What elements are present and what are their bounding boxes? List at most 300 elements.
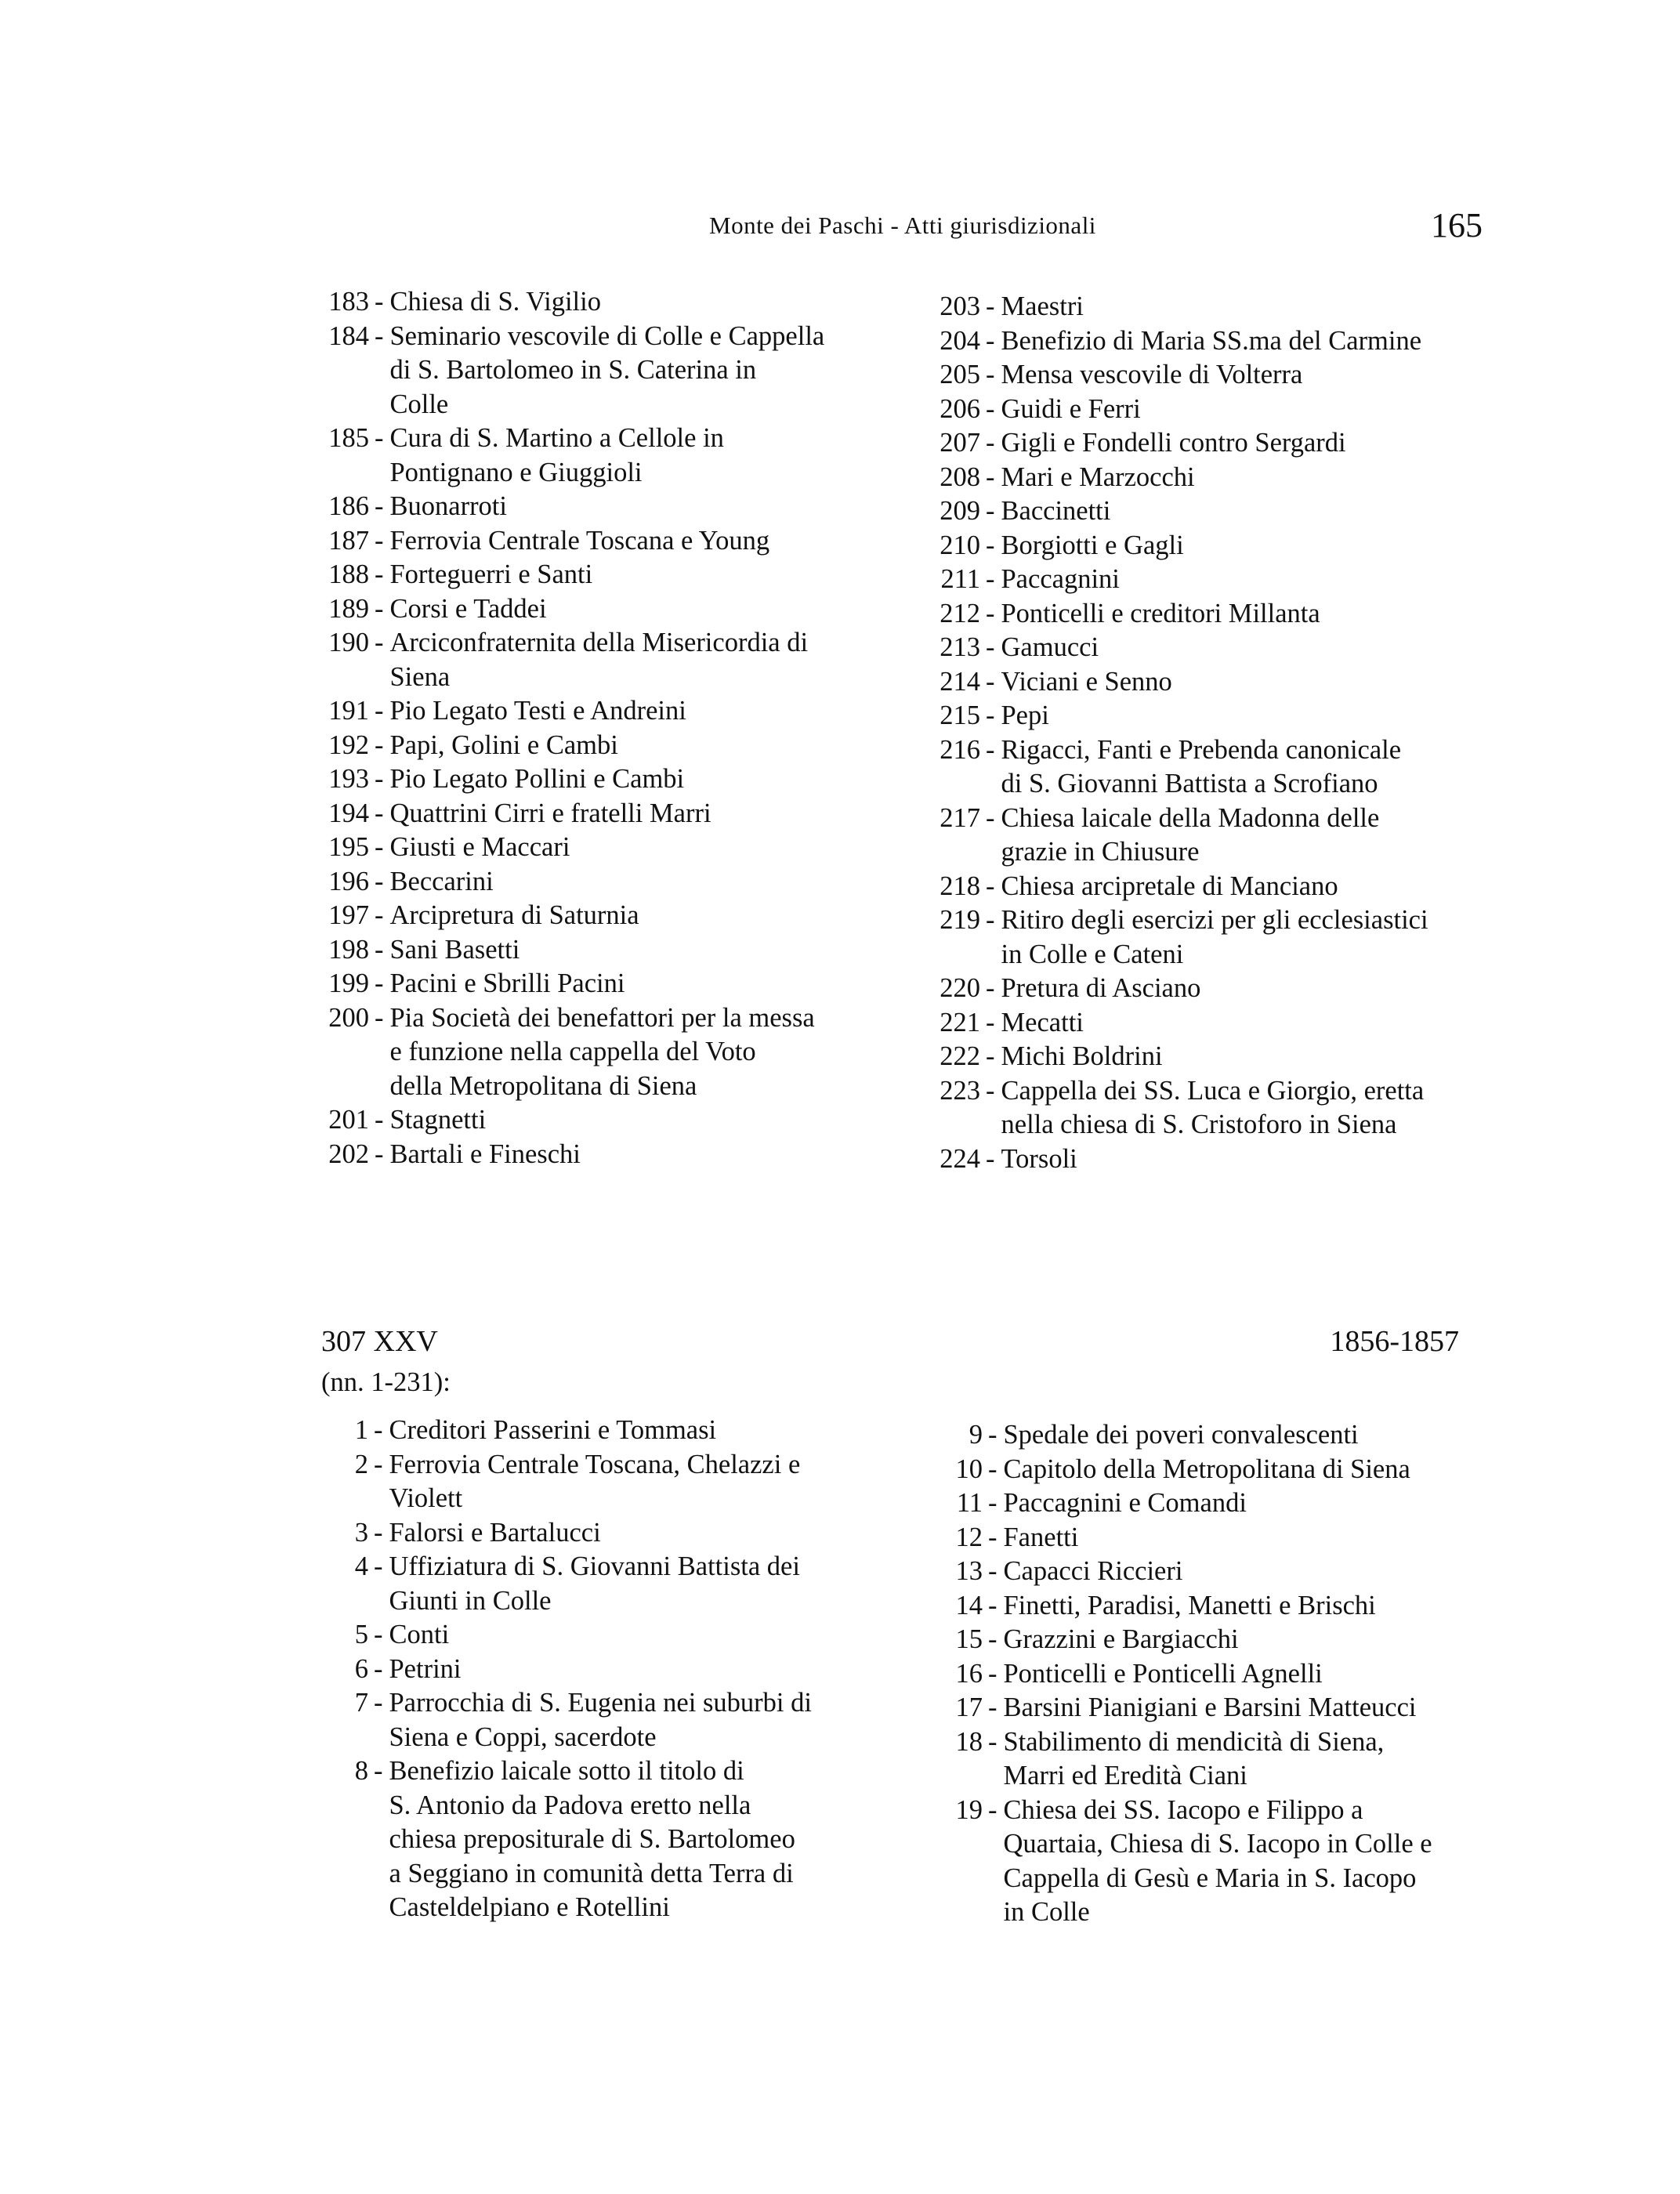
- list-item: [324, 558, 880, 592]
- entry-line: Forteguerri e Santi: [389, 559, 593, 589]
- entry-text: [390, 694, 881, 729]
- entry-line: Ponticelli e creditori Millanta: [1001, 598, 1320, 628]
- entry-separator: -: [375, 696, 384, 726]
- entry-separator: -: [988, 1726, 998, 1757]
- entry-number: 212: [940, 598, 980, 628]
- entry-separator: -: [375, 320, 384, 351]
- list-item: [324, 831, 880, 865]
- entry-separator: -: [374, 1551, 383, 1581]
- entry-text: [1001, 631, 1484, 665]
- entry-number: 207: [940, 428, 980, 458]
- entry-number: 217: [940, 802, 980, 833]
- entry-line: Giunti in Colle: [389, 1585, 552, 1616]
- entry-number: 200: [328, 1002, 369, 1033]
- entry-line: Fanetti: [1003, 1522, 1079, 1552]
- entry-number: 202: [328, 1139, 369, 1169]
- page-number: 165: [1431, 206, 1483, 244]
- list-item: [935, 358, 1483, 393]
- entry-line: Arcipretura di Saturnia: [389, 900, 639, 930]
- entry-number: 184: [328, 320, 369, 351]
- entry-number: 8: [354, 1756, 368, 1786]
- list-item: [324, 422, 880, 490]
- entry-number: 220: [940, 973, 980, 1003]
- list-item: [324, 1103, 880, 1138]
- entry-text: [1004, 1418, 1482, 1453]
- entry-line: Capacci Riccieri: [1003, 1556, 1183, 1586]
- entry-number: 2: [354, 1449, 368, 1479]
- entry-text: [1001, 972, 1484, 1006]
- entry-line: Rigacci, Fanti e Prebenda canonicale: [1001, 734, 1402, 765]
- entry-number: 218: [940, 871, 980, 901]
- entry-number: 10: [955, 1454, 983, 1484]
- entry-separator: -: [986, 291, 995, 321]
- list-item: [935, 631, 1483, 665]
- entry-separator: -: [986, 802, 995, 833]
- entry-text: [1001, 426, 1484, 461]
- entry-separator: -: [374, 1620, 383, 1649]
- entry-number: 198: [328, 934, 369, 965]
- entry-separator: -: [375, 1139, 384, 1169]
- entry-line: Buonarroti: [389, 491, 507, 521]
- entry-text: [1001, 903, 1484, 972]
- entry-text: [389, 1448, 871, 1516]
- list-item: [324, 626, 880, 694]
- entry-number: 11: [956, 1488, 983, 1518]
- entry-text: [389, 1754, 871, 1925]
- entry-line: Pio Legato Pollini e Cambi: [389, 764, 685, 794]
- entry-number: 13: [955, 1556, 983, 1586]
- entry-separator: -: [986, 973, 995, 1003]
- entry-line: Chiesa di S. Vigilio: [389, 287, 601, 317]
- list-item: [324, 524, 880, 559]
- entry-line: nella chiesa di S. Cristoforo in Siena: [1001, 1110, 1397, 1139]
- entry-line: Barsini Pianigiani e Barsini Matteucci: [1003, 1693, 1417, 1722]
- entry-text: [390, 626, 881, 694]
- entry-number: 12: [955, 1522, 983, 1552]
- entry-line: Beccarini: [389, 866, 494, 896]
- list-item: [321, 1618, 870, 1653]
- entry-list-right: [935, 290, 1483, 1176]
- entry-separator: -: [375, 287, 384, 317]
- entry-separator: -: [375, 559, 384, 589]
- entry-separator: -: [986, 598, 995, 628]
- entry-text: [390, 320, 881, 422]
- entry-text: [1001, 494, 1484, 529]
- entry-number: 215: [940, 701, 980, 730]
- list-item: [324, 694, 880, 729]
- entry-text: [390, 967, 881, 1001]
- list-item: [932, 1453, 1481, 1487]
- list-item: [932, 1657, 1481, 1692]
- entry-text: [390, 422, 881, 490]
- entry-line: Mensa vescovile di Volterra: [1001, 360, 1303, 389]
- entry-separator: -: [988, 1590, 998, 1620]
- list-item: [935, 563, 1483, 597]
- entry-text: [1001, 870, 1484, 904]
- entry-number: 7: [354, 1688, 368, 1718]
- entry-separator: -: [374, 1756, 383, 1786]
- entry-line: Paccagnini e Comandi: [1003, 1488, 1247, 1518]
- entry-separator: -: [986, 496, 995, 526]
- entry-separator: -: [986, 530, 995, 560]
- entry-line: Paccagnini: [1001, 564, 1120, 594]
- entry-line: Ferrovia Centrale Toscana, Chelazzi e: [389, 1449, 801, 1479]
- entry-line: Arciconfraternita della Misericordia di: [389, 628, 809, 657]
- entry-line: della Metropolitana di Siena: [389, 1070, 697, 1101]
- list-item: [321, 1686, 870, 1754]
- entry-separator: -: [375, 628, 384, 657]
- entry-text: [390, 524, 881, 559]
- list-item: [935, 1006, 1483, 1041]
- entry-number: 18: [955, 1726, 983, 1757]
- entry-text: [1001, 1040, 1484, 1074]
- list-item: [324, 865, 880, 900]
- entry-text: [390, 1103, 881, 1138]
- entry-text: [1001, 1142, 1484, 1177]
- entry-number: 211: [940, 564, 980, 594]
- entry-line: in Colle e Cateni: [1001, 939, 1184, 969]
- entry-line: Stabilimento di mendicità di Siena,: [1003, 1726, 1385, 1757]
- entry-line: Pia Società dei benefattori per la messa: [389, 1002, 815, 1033]
- entry-separator: -: [374, 1517, 383, 1548]
- entry-number: 189: [328, 593, 369, 624]
- entry-line: Benefizio di Maria SS.ma del Carmine: [1001, 325, 1422, 356]
- entry-text: [389, 1550, 871, 1618]
- entry-text: [1004, 1691, 1482, 1725]
- entry-number: 213: [940, 632, 980, 662]
- entry-number: 19: [955, 1794, 983, 1825]
- section-range: (nn. 1-231):: [321, 1367, 451, 1397]
- entry-separator: -: [986, 1007, 995, 1037]
- entry-number: 190: [328, 628, 369, 657]
- entry-text: [1004, 1521, 1482, 1555]
- entry-line: Sani Basetti: [389, 934, 520, 965]
- entry-number: 205: [940, 360, 980, 389]
- entry-separator: -: [986, 701, 995, 730]
- list-item: [935, 1142, 1483, 1177]
- entry-line: Papi, Golini e Cambi: [389, 730, 618, 760]
- entry-number: 195: [328, 832, 369, 862]
- entry-line: Michi Boldrini: [1001, 1041, 1163, 1071]
- section-entry-list-left: [321, 1414, 870, 1925]
- entry-line: Chiesa arcipretale di Manciano: [1001, 871, 1338, 901]
- list-item: [935, 597, 1483, 632]
- entry-number: 219: [940, 905, 980, 935]
- entry-separator: -: [375, 593, 384, 624]
- list-item: [932, 1623, 1481, 1657]
- entry-separator: -: [988, 1624, 998, 1654]
- entry-line: Chiesa laicale della Madonna delle: [1001, 802, 1380, 833]
- list-item: [935, 426, 1483, 461]
- entry-number: 208: [940, 462, 980, 492]
- entry-line: Pontignano e Giuggioli: [389, 457, 643, 487]
- list-item: [935, 461, 1483, 495]
- entry-separator: -: [986, 666, 995, 697]
- entry-text: [1001, 563, 1484, 597]
- entry-separator: -: [986, 428, 995, 458]
- entry-separator: -: [375, 491, 384, 521]
- list-item: [324, 899, 880, 933]
- entry-number: 16: [955, 1658, 983, 1689]
- list-item: [932, 1521, 1481, 1555]
- entry-separator: -: [375, 525, 384, 556]
- list-item: [935, 699, 1483, 733]
- entry-line: Bartali e Fineschi: [389, 1139, 581, 1169]
- entry-text: [1001, 1074, 1484, 1142]
- entry-number: 223: [940, 1075, 980, 1106]
- entry-line: Viciani e Senno: [1001, 666, 1172, 697]
- entry-text: [390, 865, 881, 900]
- entry-number: 17: [955, 1693, 983, 1722]
- entry-separator: -: [374, 1688, 383, 1718]
- list-item: [935, 733, 1483, 802]
- entry-text: [390, 1138, 881, 1172]
- entry-text: [1004, 1794, 1482, 1930]
- entry-line: Ferrovia Centrale Toscana e Young: [389, 525, 770, 556]
- entry-line: Guidi e Ferri: [1001, 393, 1141, 424]
- entry-line: Spedale dei poveri convalescenti: [1003, 1420, 1359, 1450]
- entry-number: 5: [354, 1620, 368, 1649]
- entry-separator: -: [375, 423, 384, 453]
- entry-line: Uffiziatura di S. Giovanni Battista dei: [389, 1551, 800, 1581]
- entry-line: Torsoli: [1001, 1143, 1077, 1174]
- entry-text: [1001, 699, 1484, 733]
- entry-line: Quattrini Cirri e fratelli Marri: [389, 798, 711, 828]
- entry-line: Creditori Passerini e Tommasi: [389, 1415, 717, 1445]
- entry-separator: -: [988, 1693, 998, 1722]
- entry-number: 187: [328, 525, 369, 556]
- list-item: [935, 324, 1483, 359]
- entry-separator: -: [374, 1415, 383, 1445]
- entry-line: Cappella di Gesù e Maria in S. Iacopo: [1003, 1863, 1417, 1893]
- entry-separator: -: [374, 1449, 383, 1479]
- list-item: [324, 933, 880, 968]
- list-item: [324, 320, 880, 422]
- list-item: [932, 1418, 1481, 1453]
- entry-separator: -: [375, 798, 384, 828]
- entry-separator: -: [375, 832, 384, 862]
- entry-number: 201: [328, 1105, 369, 1135]
- entry-number: 204: [940, 325, 980, 356]
- entry-line: Mecatti: [1001, 1007, 1084, 1037]
- entry-line: Violett: [389, 1483, 463, 1513]
- entry-line: di S. Giovanni Battista a Scrofiano: [1001, 769, 1378, 798]
- entry-number: 222: [940, 1041, 980, 1071]
- entry-separator: -: [986, 734, 995, 765]
- entry-text: [1001, 324, 1484, 359]
- entry-separator: -: [986, 905, 995, 935]
- entry-text: [390, 933, 881, 968]
- entry-number: 185: [328, 423, 369, 453]
- entry-text: [1001, 461, 1484, 495]
- entry-text: [1001, 393, 1484, 427]
- list-item: [324, 1138, 880, 1172]
- list-item: [324, 762, 880, 797]
- entry-number: 14: [955, 1590, 983, 1620]
- entry-line: grazie in Chiusure: [1001, 837, 1200, 867]
- entry-separator: -: [988, 1522, 998, 1552]
- list-item: [324, 490, 880, 524]
- entry-line: in Colle: [1003, 1897, 1090, 1927]
- entry-separator: -: [986, 1075, 995, 1106]
- entry-text: [390, 831, 881, 865]
- entry-line: Gigli e Fondelli contro Sergardi: [1001, 428, 1346, 458]
- list-item: [935, 870, 1483, 904]
- entry-text: [1004, 1589, 1482, 1624]
- entry-separator: -: [988, 1556, 998, 1586]
- entry-separator: -: [988, 1420, 998, 1450]
- entry-number: 221: [940, 1007, 980, 1037]
- list-item: [324, 729, 880, 763]
- entry-text: [390, 797, 881, 831]
- list-item: [324, 967, 880, 1001]
- entry-separator: -: [375, 934, 384, 965]
- entry-separator: -: [986, 1041, 995, 1071]
- entry-line: Pretura di Asciano: [1001, 973, 1201, 1003]
- list-item: [935, 393, 1483, 427]
- entry-number: 191: [328, 696, 369, 726]
- list-item: [321, 1414, 870, 1448]
- list-item: [932, 1725, 1481, 1794]
- entry-line: Capitolo della Metropolitana di Siena: [1003, 1454, 1410, 1484]
- entry-line: Parrocchia di S. Eugenia nei suburbi di: [389, 1688, 812, 1718]
- entry-number: 6: [354, 1653, 368, 1684]
- entry-line: Cura di S. Martino a Cellole in: [389, 423, 724, 453]
- entry-line: chiesa prepositurale di S. Bartolomeo: [389, 1824, 795, 1854]
- entry-line: Marri ed Eredità Ciani: [1003, 1761, 1247, 1790]
- entry-separator: -: [375, 1002, 384, 1033]
- entry-line: Seminario vescovile di Colle e Cappella: [389, 320, 825, 351]
- section-entry-list-right: [932, 1418, 1481, 1930]
- entry-line: Borgiotti e Gagli: [1001, 530, 1184, 560]
- list-item: [324, 285, 880, 320]
- list-item: [935, 665, 1483, 700]
- entry-number: 206: [940, 393, 980, 424]
- list-item: [321, 1448, 870, 1516]
- list-item: [321, 1754, 870, 1925]
- entry-text: [1001, 802, 1484, 870]
- entry-text: [1004, 1555, 1482, 1589]
- entry-number: 9: [969, 1420, 983, 1450]
- entry-line: Quartaia, Chiesa di S. Iacopo in Colle e: [1003, 1829, 1432, 1859]
- entry-separator: -: [375, 730, 384, 760]
- entry-number: 210: [940, 530, 980, 560]
- entry-separator: -: [375, 866, 384, 896]
- entry-number: 3: [354, 1517, 368, 1548]
- entry-separator: -: [375, 968, 384, 998]
- entry-number: 15: [955, 1624, 983, 1654]
- entry-line: Giusti e Maccari: [389, 832, 570, 862]
- entry-text: [1001, 597, 1484, 632]
- list-item: [932, 1691, 1481, 1725]
- entry-line: Ritiro degli esercizi per gli ecclesiastici: [1001, 905, 1428, 935]
- list-item: [935, 802, 1483, 870]
- entry-text: [1004, 1657, 1482, 1692]
- entry-text: [390, 762, 881, 797]
- entry-text: [390, 729, 881, 763]
- list-item: [932, 1589, 1481, 1624]
- entry-number: 216: [940, 734, 980, 765]
- entry-text: [389, 1686, 871, 1754]
- entry-line: Siena: [389, 661, 451, 692]
- entry-separator: -: [375, 1105, 384, 1135]
- entry-line: Pacini e Sbrilli Pacini: [389, 968, 625, 998]
- entry-separator: -: [986, 393, 995, 424]
- list-item: [935, 1040, 1483, 1074]
- list-item: [321, 1516, 870, 1551]
- entry-separator: -: [988, 1658, 998, 1689]
- entry-line: Grazzini e Bargiacchi: [1003, 1624, 1239, 1654]
- entry-separator: -: [986, 325, 995, 356]
- list-item: [321, 1653, 870, 1687]
- list-item: [324, 797, 880, 831]
- entry-line: Colle: [389, 389, 449, 419]
- entry-separator: -: [986, 564, 995, 594]
- entry-line: S. Antonio da Padova eretto nella: [389, 1790, 751, 1820]
- entry-line: a Seggiano in comunità detta Terra di: [389, 1858, 794, 1888]
- entry-separator: -: [375, 764, 384, 794]
- list-item: [935, 290, 1483, 324]
- entry-text: [389, 1414, 871, 1448]
- entry-text: [390, 558, 881, 592]
- entry-line: Cappella dei SS. Luca e Giorgio, eretta: [1001, 1075, 1425, 1106]
- list-item: [932, 1486, 1481, 1521]
- section-years: 1856-1857: [1330, 1325, 1459, 1358]
- entry-number: 188: [328, 559, 369, 589]
- entry-line: Baccinetti: [1001, 496, 1111, 526]
- entry-line: Ponticelli e Ponticelli Agnelli: [1003, 1658, 1323, 1689]
- entry-text: [1004, 1486, 1482, 1521]
- entry-line: Chiesa dei SS. Iacopo e Filippo a: [1003, 1794, 1363, 1825]
- entry-line: Gamucci: [1001, 632, 1099, 662]
- entry-separator: -: [988, 1794, 998, 1825]
- entry-number: 183: [328, 287, 369, 317]
- entry-text: [1001, 290, 1484, 324]
- entry-separator: -: [986, 462, 995, 492]
- list-item: [321, 1550, 870, 1618]
- entry-number: 186: [328, 491, 369, 521]
- entry-number: 203: [940, 291, 980, 321]
- entry-line: Siena e Coppi, sacerdote: [389, 1722, 657, 1752]
- list-item: [935, 1074, 1483, 1142]
- entry-text: [1004, 1725, 1482, 1794]
- entry-text: [390, 490, 881, 524]
- entry-text: [390, 592, 881, 627]
- entry-number: 209: [940, 496, 980, 526]
- entry-line: Finetti, Paradisi, Manetti e Brischi: [1003, 1590, 1376, 1620]
- list-item: [932, 1555, 1481, 1589]
- entry-line: di S. Bartolomeo in S. Caterina in: [389, 355, 757, 385]
- entry-line: Benefizio laicale sotto il titolo di: [389, 1756, 744, 1786]
- list-item: [324, 1001, 880, 1104]
- entry-text: [1001, 358, 1484, 393]
- entry-number: 192: [328, 730, 369, 760]
- entry-text: [1004, 1453, 1482, 1487]
- list-item: [935, 529, 1483, 563]
- entry-separator: -: [986, 632, 995, 662]
- entry-number: 4: [354, 1551, 368, 1581]
- entry-text: [1001, 665, 1484, 700]
- entry-line: Corsi e Taddei: [389, 593, 547, 624]
- entry-line: e funzione nella cappella del Voto: [389, 1037, 756, 1066]
- entry-text: [390, 899, 881, 933]
- entry-separator: -: [375, 900, 384, 930]
- entry-number: 224: [940, 1143, 980, 1174]
- entry-number: 214: [940, 666, 980, 697]
- entry-line: Pepi: [1001, 701, 1049, 730]
- entry-number: 196: [328, 866, 369, 896]
- entry-text: [390, 1001, 881, 1104]
